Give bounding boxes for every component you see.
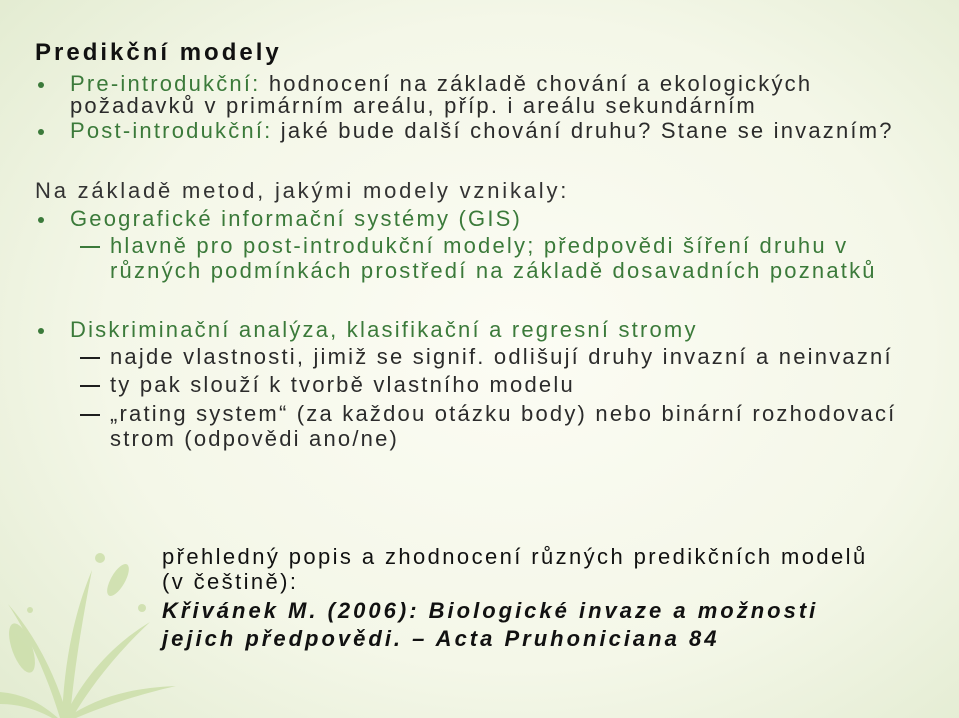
bullet-icon — [38, 217, 44, 223]
method-heading-text: Diskriminační analýza, klasifikační a regresní stromy — [70, 317, 698, 342]
method-gis-heading — [70, 208, 522, 230]
method-discriminant-heading — [70, 319, 698, 341]
bullet-label: Post-introdukční: — [70, 118, 273, 143]
reference-citation: Křivánek M. (2006): Biologické invaze a možnosti — [162, 598, 819, 623]
bullet-icon — [38, 129, 44, 135]
sub-item-continuation: strom (odpovědi ano/ne) — [110, 426, 400, 451]
sub-item — [110, 374, 575, 396]
bullet-item-post-introduction — [70, 120, 894, 142]
bullet-icon — [38, 82, 44, 88]
reference-citation-continuation: jejich předpovědi. – Acta Pruhoniciana 84 — [162, 626, 720, 651]
method-heading-text: Geografické informační systémy (GIS) — [70, 206, 523, 231]
sub-item — [110, 346, 893, 368]
methods-heading: Na základě metod, jakými modely vznikaly: — [35, 178, 570, 203]
dash-icon — [80, 246, 100, 248]
bullet-label: Pre-introdukční: — [70, 71, 261, 96]
sub-item — [110, 235, 848, 257]
sub-item — [110, 403, 896, 425]
dash-icon — [80, 414, 100, 416]
bullet-item-pre-introduction — [70, 73, 812, 95]
sub-item-text: ty pak slouží k tvorbě vlastního modelu — [110, 372, 575, 397]
bullet-icon — [38, 328, 44, 334]
bullet-text: hodnocení na základě chování a ekologických — [268, 71, 813, 96]
sub-item-text: najde vlastnosti, jimiž se signif. odlišují druhy invazní a neinvazní — [110, 344, 893, 369]
bullet-continuation: požadavků v primárním areálu, příp. i areálu sekundárním — [70, 93, 757, 118]
sub-item-text: hlavně pro post-introdukční modely; předpovědi šíření druhu v — [110, 233, 849, 258]
bullet-text: jaké bude další chování druhu? Stane se invazním? — [280, 118, 894, 143]
reference-description-continuation: (v češtině): — [162, 569, 299, 594]
dash-icon — [80, 357, 100, 359]
dash-icon — [80, 385, 100, 387]
slide-title: Predikční modely — [35, 39, 282, 66]
reference-description: přehledný popis a zhodnocení různých predikčních modelů — [162, 544, 868, 569]
sub-item-text: „rating system“ (za každou otázku body) nebo binární rozhodovací — [110, 401, 897, 426]
sub-item-continuation: různých podmínkách prostředí na základě dosavadních poznatků — [110, 258, 877, 283]
